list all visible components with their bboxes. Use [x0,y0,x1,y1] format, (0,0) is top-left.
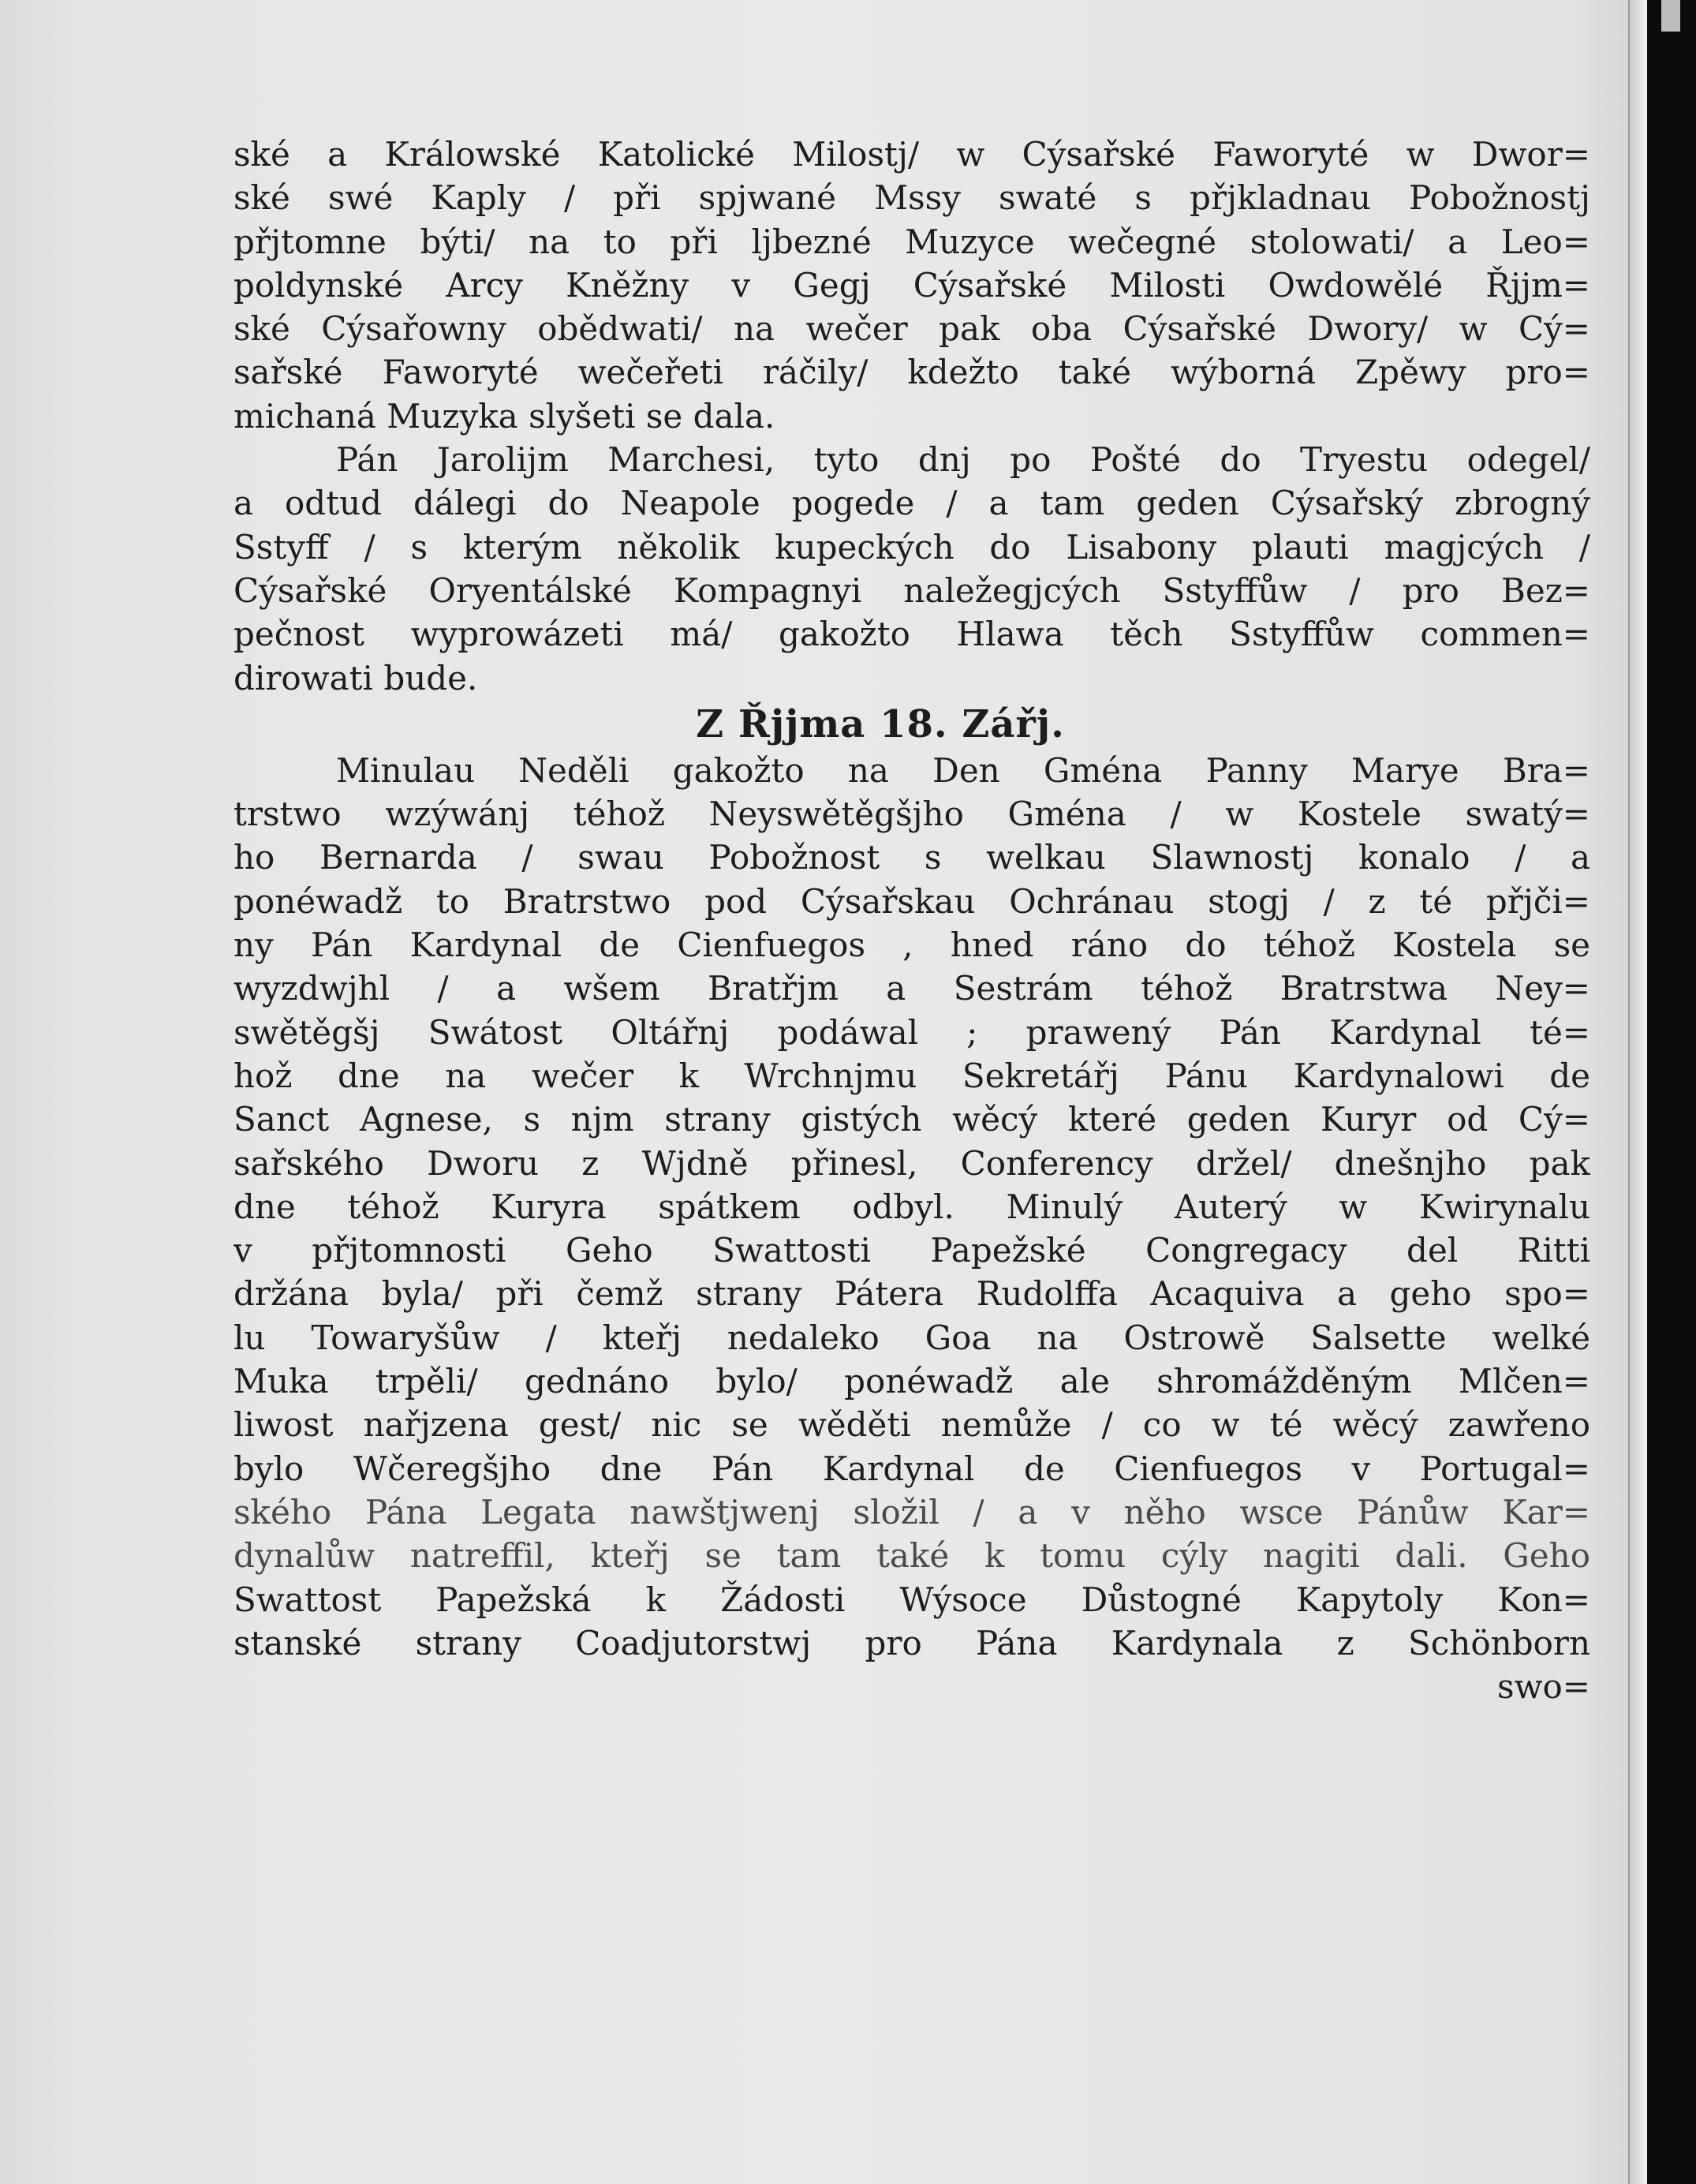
text-line: dne téhož Kuryra spátkem odbyl. Minulý Auterý w Kwirynalu [233,1187,1590,1226]
text-line: sařského Dworu z Wjdně přinesl, Conferency držel/ dnešnjho pak [233,1143,1590,1183]
text-line: swětěgšj Swátost Oltářnj podáwal ; prawený Pán Kardynal té= [233,1012,1590,1052]
text-line: pečnost wyprowázeti má/ gakožto Hlawa těch Sstyffůw commen= [233,615,1590,654]
text-line: ponéwadž to Bratrstwo pod Cýsařskau Ochránau stogj / z té přjči= [233,881,1590,921]
catchword: swo= [1497,1667,1590,1707]
paragraph-3 [233,749,1590,1665]
text-line: Sstyff / s kterým několik kupeckých do Lisabony plauti magjcých / [233,527,1590,567]
text-line: liwost nařjzena gest/ nic se wěděti nemůže / co w té wěcý zawřeno [233,1405,1590,1445]
text-line: lu Towaryšůw / kteřj nedaleko Goa na Ostrowě Salsette welké [233,1318,1590,1357]
text-line: poldynské Arcy Kněžny v Gegj Cýsařské Milosti Owdowělé Řjjm= [233,265,1590,305]
text-line: wyzdwjhl / a wšem Bratřjm a Sestrám téhož Bratrstwa Ney= [233,969,1590,1008]
text-line: stanské strany Coadjutorstwj pro Pána Kardynala z Schönborn [233,1623,1590,1662]
text-line: Swattost Papežská k Žádosti Wýsoce Důstogné Kapytoly Kon= [233,1580,1590,1619]
text-line: Pán Jarolijm Marchesi, tyto dnj po Pošté do Tryestu odegel/ [336,440,1590,480]
text-line: trstwo wzýwánj téhož Neyswětěgšjho Gména / w Kostele swatý= [233,795,1590,834]
text-line: Cýsařské Oryentálské Kompagnyi naležegjcých Sstyffůw / pro Bez= [233,570,1590,610]
text-line: ho Bernarda / swau Pobožnost s welkau Slawnostj konalo / a [233,838,1590,877]
body-text [233,133,1590,1708]
text-line: bylo Wčeregšjho dne Pán Kardynal de Cienfuegos v Portugal= [233,1449,1590,1488]
text-line: dynalůw natreffil, kteřj se tam také k tomu cýly nagiti dali. Geho [233,1536,1590,1576]
text-line: hož dne na wečer k Wrchnjmu Sekretářj Pánu Kardynalowi de [233,1056,1590,1095]
section-heading: Z Řjjma 18. Zářj. [696,701,1065,746]
text-line: ského Pána Legata nawštjwenj složil / a v něho wsce Pánůw Kar= [233,1492,1590,1531]
text-line: a odtud dálegi do Neapole pogede / a tam geden Cýsařský zbrogný [233,484,1590,523]
paragraph-1 [233,133,1590,438]
text-line: ské a Králowské Katolické Milostj/ w Cýsařské Faworyté w Dwor= [233,135,1590,174]
text-line: držána byla/ při čemž strany Pátera Rudolffa Acaquiva a geho spo= [233,1274,1590,1314]
text-line: v přjtomnosti Geho Swattosti Papežské Congregacy del Ritti [233,1231,1590,1270]
binding-strip [1647,0,1696,2184]
text-line: ny Pán Kardynal de Cienfuegos , hned ráno do téhož Kostela se [233,926,1590,965]
text-line: ské Cýsařowny obědwati/ na wečer pak oba Cýsařské Dwory/ w Cý= [233,309,1590,349]
text-line: sařské Faworyté wečeřeti ráčily/ kdežto také wýborná Zpěwy pro= [233,353,1590,392]
text-line: Minulau Neděli gakožto na Den Gména Panny Marye Bra= [336,750,1590,790]
text-line: michaná Muzyka slyšeti se dala. [233,396,775,436]
text-line: Muka trpěli/ gednáno bylo/ ponéwadž ale shromážděným Mlčen= [233,1362,1590,1401]
paragraph-2 [233,438,1590,700]
text-line: přjtomne býti/ na to při ljbezné Muzyce wečegné stolowati/ a Leo= [233,222,1590,261]
text-line: dirowati bude. [233,658,478,697]
text-line: ské swé Kaply / při spjwané Mssy swaté s přjkladnau Pobožnostj [233,178,1590,218]
text-line: Sanct Agnese, s njm strany gistých wěcý které geden Kuryr od Cý= [233,1100,1590,1139]
